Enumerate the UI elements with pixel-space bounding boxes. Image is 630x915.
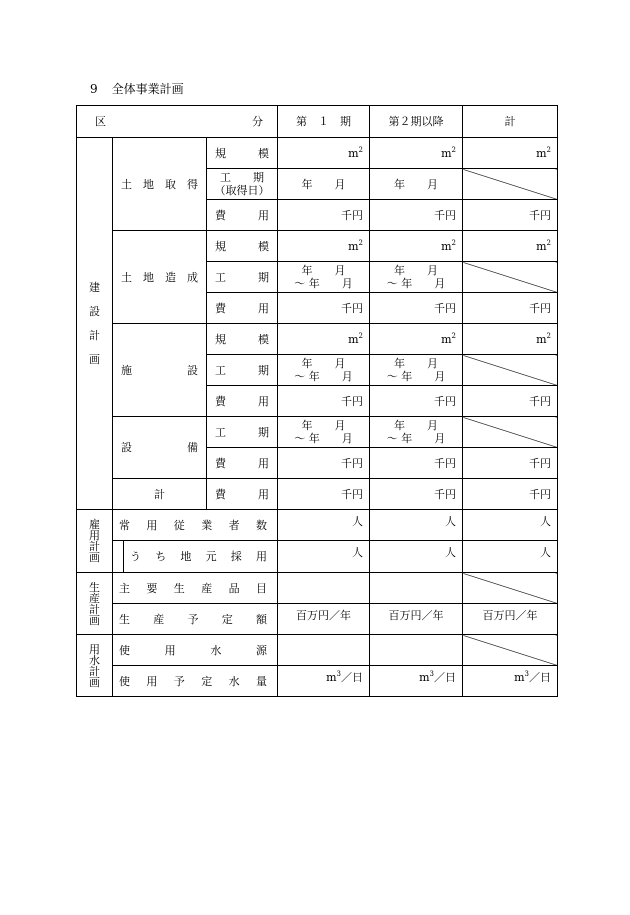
row-equipment-period	[77, 417, 558, 448]
item-water-volume: 使用予定水量	[113, 666, 278, 697]
row-water-source	[77, 635, 558, 666]
item-cost: 費用	[207, 293, 278, 324]
cell-scale-total: $m^2$	[463, 231, 558, 262]
cell-period-p1: 年 月 ～ 年 月	[278, 355, 370, 386]
cell-local-p1: 人	[278, 541, 370, 573]
header-phase2: 第２期以降	[370, 106, 463, 138]
sub-land-acquisition: 土地取得	[113, 138, 207, 231]
item-scale: 規模	[207, 324, 278, 355]
section-title-text: 全体事業計画	[111, 82, 184, 96]
cell-employees-p2: 人	[370, 510, 463, 541]
cell-production-total: 百万円／年	[463, 604, 558, 635]
item-scale: 規模	[207, 231, 278, 262]
cell-cost-p2: 千円	[370, 293, 463, 324]
sub-total: 計	[113, 479, 207, 510]
cell-scale-p1: $m^2$	[278, 324, 370, 355]
cell-scale-p2: $m^2$	[370, 231, 463, 262]
item-planned-production: 生産予定額	[113, 604, 278, 635]
item-cost: 費用	[207, 386, 278, 417]
cell-period-p2: 年 月	[370, 169, 463, 200]
row-local-hires	[77, 541, 558, 573]
header-kubun-left: 区	[95, 115, 106, 128]
cell-period-p2: 年 月 ～ 年 月	[370, 417, 463, 448]
section-title	[90, 80, 184, 97]
cell-diagonal	[463, 169, 558, 200]
cell-cost-total: 千円	[463, 200, 558, 231]
cell-cost-p1: 千円	[278, 479, 370, 510]
cell-scale-total: $m^2$	[463, 138, 558, 169]
cell-diagonal	[463, 573, 558, 604]
cell-cost-total: 千円	[463, 448, 558, 479]
cell-products-p2	[370, 573, 463, 604]
cell-cost-p1: 千円	[278, 293, 370, 324]
cell-diagonal	[463, 417, 558, 448]
header-phase1: 第 １ 期	[278, 106, 370, 138]
cell-local-p2: 人	[370, 541, 463, 573]
cell-source-p1	[278, 635, 370, 666]
cell-diagonal	[463, 635, 558, 666]
cell-local-total: 人	[463, 541, 558, 573]
business-plan-table	[76, 105, 558, 697]
item-main-products: 主要生産品目	[113, 573, 278, 604]
header-kubun	[77, 106, 278, 138]
item-local-hires: うち地元採用	[123, 541, 277, 572]
cell-cost-p2: 千円	[370, 386, 463, 417]
cell-period-p1: 年 月 ～ 年 月	[278, 262, 370, 293]
cell-employees-total: 人	[463, 510, 558, 541]
cell-period-p1: 年 月 ～ 年 月	[278, 417, 370, 448]
item-local-hires-wrap	[113, 541, 278, 573]
sub-land-development: 土地造成	[113, 231, 207, 324]
item-cost: 費用	[207, 448, 278, 479]
row-facility-scale	[77, 324, 558, 355]
cell-cost-p2: 千円	[370, 200, 463, 231]
row-main-products	[77, 573, 558, 604]
cell-period-p1: 年 月	[278, 169, 370, 200]
cell-cost-total: 千円	[463, 386, 558, 417]
row-water-volume	[77, 666, 558, 697]
cell-cost-p1: 千円	[278, 200, 370, 231]
cell-diagonal	[463, 262, 558, 293]
row-construction-total	[77, 479, 558, 510]
cell-cost-p1: 千円	[278, 448, 370, 479]
cell-production-p2: 百万円／年	[370, 604, 463, 635]
cell-volume-total: $m^3/$日	[463, 666, 558, 697]
item-period: 工期	[207, 417, 278, 448]
cell-scale-p1: $m^2$	[278, 231, 370, 262]
row-land-acquisition-scale	[77, 138, 558, 169]
cell-cost-p2: 千円	[370, 479, 463, 510]
header-row	[77, 106, 558, 138]
item-scale: 規模	[207, 138, 278, 169]
item-cost: 費用	[207, 200, 278, 231]
header-total: 計	[463, 106, 558, 138]
row-regular-employees	[77, 510, 558, 541]
item-period: 工期	[207, 262, 278, 293]
row-planned-production	[77, 604, 558, 635]
cell-diagonal	[463, 355, 558, 386]
row-land-development-scale	[77, 231, 558, 262]
item-period: 工期	[207, 355, 278, 386]
cell-period-p2: 年 月 ～ 年 月	[370, 355, 463, 386]
cell-scale-p2: $m^2$	[370, 324, 463, 355]
cell-volume-p1: $m^3/$日	[278, 666, 370, 697]
item-water-source: 使用水源	[113, 635, 278, 666]
cell-scale-p2: $m^2$	[370, 138, 463, 169]
group-production-plan: 生 産 計 画	[77, 573, 113, 635]
cell-cost-p2: 千円	[370, 448, 463, 479]
cell-scale-total: $m^2$	[463, 324, 558, 355]
cell-source-p2	[370, 635, 463, 666]
item-cost: 費用	[207, 479, 278, 510]
cell-cost-p1: 千円	[278, 386, 370, 417]
cell-production-p1: 百万円／年	[278, 604, 370, 635]
header-kubun-right: 分	[252, 115, 264, 128]
sub-facility: 施設	[113, 324, 207, 417]
cell-cost-total: 千円	[463, 479, 558, 510]
cell-volume-p2: $m^3/$日	[370, 666, 463, 697]
item-period-acq-date: 工 期 （取得日）	[207, 169, 278, 200]
section-number: 9	[90, 82, 98, 96]
sub-equipment: 設備	[113, 417, 207, 479]
cell-period-p2: 年 月 ～ 年 月	[370, 262, 463, 293]
item-regular-employees: 常用従業者数	[113, 510, 278, 541]
group-construction-plan: 建 設 計 画	[77, 138, 113, 510]
cell-scale-p1: $m^2$	[278, 138, 370, 169]
cell-cost-total: 千円	[463, 293, 558, 324]
group-water-plan: 用 水 計 画	[77, 635, 113, 697]
cell-products-p1	[278, 573, 370, 604]
group-employment-plan: 雇 用 計 画	[77, 510, 113, 573]
cell-employees-p1: 人	[278, 510, 370, 541]
